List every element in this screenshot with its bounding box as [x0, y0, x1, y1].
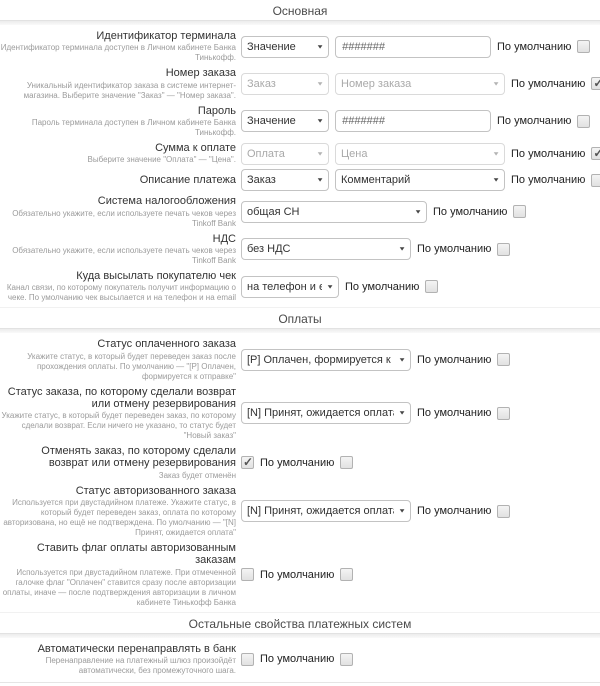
chevron-down-icon: ▼: [316, 176, 324, 184]
row-payment-amount: [0, 142, 600, 165]
auto-redirect-default-checkbox[interactable]: [340, 653, 353, 666]
tax-system-select-wrap: [241, 201, 427, 223]
payment-description-default-checkbox[interactable]: [591, 174, 600, 187]
refund-status-default-checkbox[interactable]: [497, 407, 510, 420]
default-label: По умолчанию: [417, 353, 492, 366]
cancel-order-label: Отменять заказ, по которому сделали возврат или отмену резервирования: [41, 445, 236, 470]
password-label: Пароль: [197, 104, 236, 117]
authorized-status-select[interactable]: [241, 500, 411, 522]
authorized-status-hint: Используется при двустадийном платеже. Укажите статус, в который будет переведен заказ, оплата по которому авторизована, но ещё не подтверждена. По умолчанию — "[N] Принят, ожидается оплата": [3, 498, 236, 538]
terminal-id-source-select[interactable]: [241, 36, 329, 58]
default-label: По умолчанию: [497, 115, 572, 128]
chevron-down-icon: ▼: [398, 409, 406, 417]
receipt-channel-select[interactable]: [241, 276, 339, 298]
row-paid-flag: [0, 542, 600, 608]
default-label: По умолчанию: [417, 505, 492, 518]
paid-status-select-wrap: [241, 349, 411, 371]
refund-status-select[interactable]: [241, 402, 411, 424]
section-main: [0, 0, 600, 303]
terminal-id-default-checkbox[interactable]: [577, 40, 590, 53]
chevron-down-icon: ▼: [492, 80, 500, 87]
payment-amount-label: Сумма к оплате: [155, 141, 236, 154]
paid-status-select[interactable]: [241, 349, 411, 371]
tax-system-hint: Обязательно укажите, если используете печать чеков через Tinkoff Bank: [12, 208, 236, 228]
paid-status-default-checkbox[interactable]: [497, 353, 510, 366]
chevron-down-icon: ▼: [398, 245, 406, 253]
chevron-down-icon: ▼: [316, 43, 324, 50]
row-payment-description: [0, 169, 600, 191]
auto-redirect-checkbox[interactable]: [241, 653, 254, 666]
payment-description-source-select[interactable]: [241, 169, 329, 191]
paid-flag-checkbox[interactable]: [241, 568, 254, 581]
default-label: По умолчанию: [417, 407, 492, 420]
password-source-select-wrap: [241, 110, 329, 132]
order-number-default-checkbox[interactable]: [591, 77, 600, 90]
terminal-id-source-select-wrap: [241, 36, 329, 58]
cancel-order-default-checkbox[interactable]: [340, 456, 353, 469]
default-label: По умолчанию: [260, 568, 335, 581]
row-order-number: [0, 67, 600, 100]
default-label: По умолчанию: [417, 243, 492, 256]
section-payments-title: Оплаты: [278, 312, 322, 327]
chevron-down-icon: ▼: [398, 508, 406, 515]
auto-redirect-hint: Перенаправление на платежный шлюз произойдёт автоматически, без промежуточного шага.: [45, 656, 236, 675]
payment-amount-source-select: [241, 143, 329, 165]
payment-description-source-select-wrap: [241, 169, 329, 191]
terminal-id-input[interactable]: [335, 36, 491, 58]
footer-divider: [0, 682, 600, 686]
row-authorized-status: [0, 485, 600, 538]
order-number-value-select-wrap: [335, 73, 505, 95]
receipt-channel-select-wrap: [241, 276, 339, 298]
chevron-down-icon: ▼: [414, 208, 422, 215]
terminal-id-hint: Идентификатор терминала доступен в Личном кабинете Банка Тинькофф.: [0, 43, 236, 63]
vat-label: НДС: [212, 232, 236, 245]
default-label: По умолчанию: [511, 174, 586, 187]
default-label: По умолчанию: [497, 40, 572, 53]
authorized-status-label: Статус авторизованного заказа: [75, 484, 236, 497]
section-divider: [0, 633, 600, 638]
tax-system-default-checkbox[interactable]: [513, 205, 526, 218]
refund-status-label: Статус заказа, по которому сделали возврат или отмену резервирования: [7, 385, 236, 410]
section-main-title: Основная: [272, 4, 328, 18]
default-label: По умолчанию: [345, 280, 420, 293]
default-label: По умолчанию: [260, 653, 335, 666]
receipt-channel-label: Куда высылать покупателю чек: [76, 269, 236, 282]
section-divider: [0, 20, 600, 25]
receipt-channel-hint: Канал связи, по которому покупатель получит информацию о чеке. По умолчанию чек высылается и на телефон и на email: [6, 283, 236, 303]
payment-description-value-select-wrap: [335, 169, 505, 191]
tax-system-select[interactable]: [241, 201, 427, 223]
section-other: [0, 612, 600, 676]
refund-status-select-wrap: [241, 402, 411, 424]
chevron-down-icon: ▼: [316, 80, 324, 87]
row-terminal-id: [0, 30, 600, 63]
tax-system-label: Система налогообложения: [97, 195, 236, 208]
vat-default-checkbox[interactable]: [497, 243, 510, 256]
paid-status-label: Статус оплаченного заказа: [97, 338, 236, 351]
chevron-down-icon: ▼: [326, 283, 334, 290]
row-receipt-channel: [0, 270, 600, 303]
section-divider: [0, 328, 600, 333]
row-auto-redirect: [0, 643, 600, 676]
row-paid-status: [0, 338, 600, 381]
order-number-source-select: [241, 73, 329, 95]
authorized-status-default-checkbox[interactable]: [497, 505, 510, 518]
payment-amount-value-select: [335, 143, 505, 165]
authorized-status-select-wrap: [241, 500, 411, 522]
password-default-checkbox[interactable]: [577, 115, 590, 128]
cancel-order-checkbox[interactable]: [241, 456, 254, 469]
password-input[interactable]: [335, 110, 491, 132]
chevron-down-icon: ▼: [492, 150, 500, 157]
password-hint: Пароль терминала доступен в Личном кабинете Банка Тинькофф.: [31, 117, 236, 137]
row-password: [0, 105, 600, 138]
row-cancel-order: [0, 445, 600, 481]
default-label: По умолчанию: [511, 77, 586, 90]
payment-amount-source-select-wrap: [241, 143, 329, 165]
row-refund-status: [0, 386, 600, 442]
payment-amount-default-checkbox[interactable]: [591, 147, 600, 160]
chevron-down-icon: ▼: [316, 150, 324, 157]
row-tax-system: [0, 195, 600, 228]
default-label: По умолчанию: [511, 147, 586, 160]
payment-amount-value-select-wrap: [335, 143, 505, 165]
password-source-select[interactable]: [241, 110, 329, 132]
chevron-down-icon: ▼: [316, 117, 324, 125]
order-number-source-select-wrap: [241, 73, 329, 95]
order-number-value-select: [335, 73, 505, 95]
refund-status-hint: Укажите статус, в который будет переведен заказ, по которому сделали возврат. Если ничего не указано, то статус будет "Новый заказ": [1, 411, 236, 441]
paid-flag-hint: Используется при двустадийном платеже. При отмеченной галочке флаг "Оплачен" ставится сразу после авторизации оплаты, иначе — после подтверждения авторизации в личном кабинете Тинькофф Банка: [2, 567, 236, 607]
default-label: По умолчанию: [433, 205, 508, 218]
terminal-id-label: Идентификатор терминала: [96, 30, 236, 42]
payment-description-label: Описание платежа: [139, 174, 236, 187]
section-payments: [0, 307, 600, 608]
order-number-hint: Уникальный идентификатор заказа в системе интернет-магазина. Выберите значение "Заказ" — "Номер заказа".: [23, 80, 236, 100]
vat-select-wrap: [241, 238, 411, 260]
row-vat: [0, 233, 600, 266]
paid-status-hint: Укажите статус, в который будет переведен заказ после прохождения оплаты. По умолчанию — "[P] Оплачен, формируется к отправке": [27, 351, 236, 381]
payment-amount-hint: Выберите значение "Оплата" — "Цена".: [87, 155, 236, 165]
vat-hint: Обязательно укажите, если используете печать чеков через Tinkoff Bank: [12, 245, 236, 265]
order-number-label: Номер заказа: [165, 67, 236, 80]
cancel-order-hint: Заказ будет отменён: [158, 470, 236, 480]
chevron-down-icon: ▼: [492, 176, 500, 184]
section-other-title: Остальные свойства платежных систем: [188, 616, 412, 631]
chevron-down-icon: ▼: [398, 356, 406, 363]
paid-flag-label: Ставить флаг оплаты авторизованным заказам: [36, 542, 236, 567]
receipt-channel-default-checkbox[interactable]: [425, 280, 438, 293]
payment-description-value-select[interactable]: [335, 169, 505, 191]
vat-select[interactable]: [241, 238, 411, 260]
default-label: По умолчанию: [260, 456, 335, 469]
paid-flag-default-checkbox[interactable]: [340, 568, 353, 581]
auto-redirect-label: Автоматически перенаправлять в банк: [37, 642, 236, 655]
